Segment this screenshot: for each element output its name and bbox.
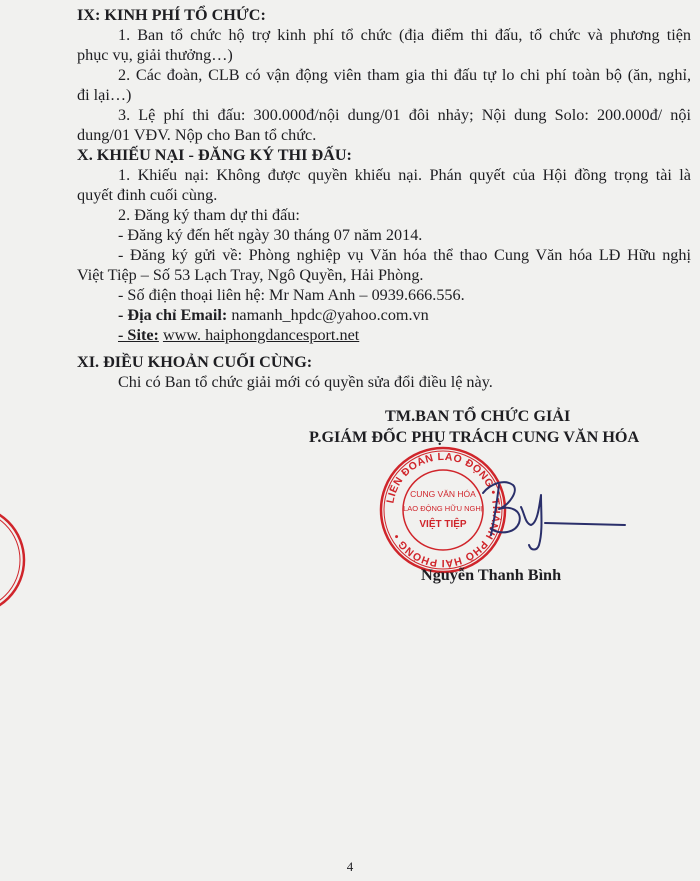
stamp-center-line1: CUNG VĂN HÓA: [410, 489, 476, 499]
section-ix-item1-line2: phục vụ, giải thưởng…): [77, 46, 233, 64]
page-number: 4: [346, 859, 354, 874]
section-x-heading: X. KHIẾU NẠI - ĐĂNG KÝ THI ĐẤU:: [77, 146, 352, 164]
email-value: namanh_hpdc@yahoo.com.vn: [231, 306, 429, 324]
section-ix-item2-line1: 2. Các đoàn, CLB có vận động viên tham gia thi đấu tự lo chi phí toàn bộ (ăn, nghỉ,: [118, 66, 691, 84]
stamp-ring-text: LIÊN ĐOÀN LAO ĐỘNG • THÀNH PHỐ HẢI PHÒNG •: [384, 450, 503, 570]
signature-line2: P.GIÁM ĐỐC PHỤ TRÁCH CUNG VĂN HÓA: [309, 428, 640, 446]
section-x-item2: 2. Đăng ký tham dự thi đấu:: [118, 206, 300, 224]
section-ix-item2-line2: đi lại…): [77, 86, 132, 104]
partial-stamp-edge: [0, 510, 30, 610]
signature-line1: TM.BAN TỔ CHỨC GIẢI: [385, 407, 571, 425]
section-ix-item3-line1: 3. Lệ phí thi đấu: 300.000đ/nội dung/01 đôi nhảy; Nội dung Solo: 200.000đ/ nội: [118, 106, 691, 124]
site-label: - Site:: [118, 326, 159, 344]
section-x-item1-line2: quyết đinh cuối cùng.: [77, 186, 218, 204]
section-xi-heading: XI. ĐIỀU KHOẢN CUỐI CÙNG:: [77, 353, 313, 371]
section-xi-body: Chi có Ban tổ chức giải mới có quyền sửa đổi điều lệ này.: [118, 373, 493, 391]
contact-email: [118, 306, 429, 325]
stamp-center-line2: LAO ĐỘNG HỮU NGHỊ: [403, 504, 483, 513]
registration-deadline: - Đăng ký đến hết ngày 30 tháng 07 năm 2014.: [118, 226, 423, 244]
section-ix-item1-line1: 1. Ban tổ chức hộ trợ kinh phí tổ chức (địa điểm thi đấu, tổ chức và phương tiện: [118, 26, 691, 44]
contact-phone: - Số điện thoại liên hệ: Mr Nam Anh – 0939.666.556.: [118, 286, 465, 304]
signer-name: Nguyễn Thanh Bình: [421, 566, 562, 584]
section-x-item1-line1: 1. Khiếu nại: Không được quyền khiếu nại. Phán quyết của Hội đồng trọng tài là: [118, 166, 691, 184]
section-ix-heading: IX: KINH PHÍ TỔ CHỨC:: [77, 6, 266, 24]
registration-address-line2: Việt Tiệp – Số 53 Lạch Tray, Ngô Quyền, Hải Phòng.: [77, 266, 424, 284]
registration-address-line1: - Đăng ký gửi về: Phòng nghiệp vụ Văn hóa thể thao Cung Văn hóa LĐ Hữu nghị: [118, 246, 691, 264]
stamp-center-line3: VIỆT TIỆP: [419, 519, 467, 530]
contact-site: [118, 326, 359, 345]
site-link[interactable]: www. haiphongdancesport.net: [162, 326, 360, 344]
handwritten-signature: [465, 465, 635, 555]
section-ix-item3-line2: dung/01 VĐV. Nộp cho Ban tổ chức.: [77, 126, 317, 144]
email-label: - Địa chỉ Email:: [118, 306, 228, 324]
